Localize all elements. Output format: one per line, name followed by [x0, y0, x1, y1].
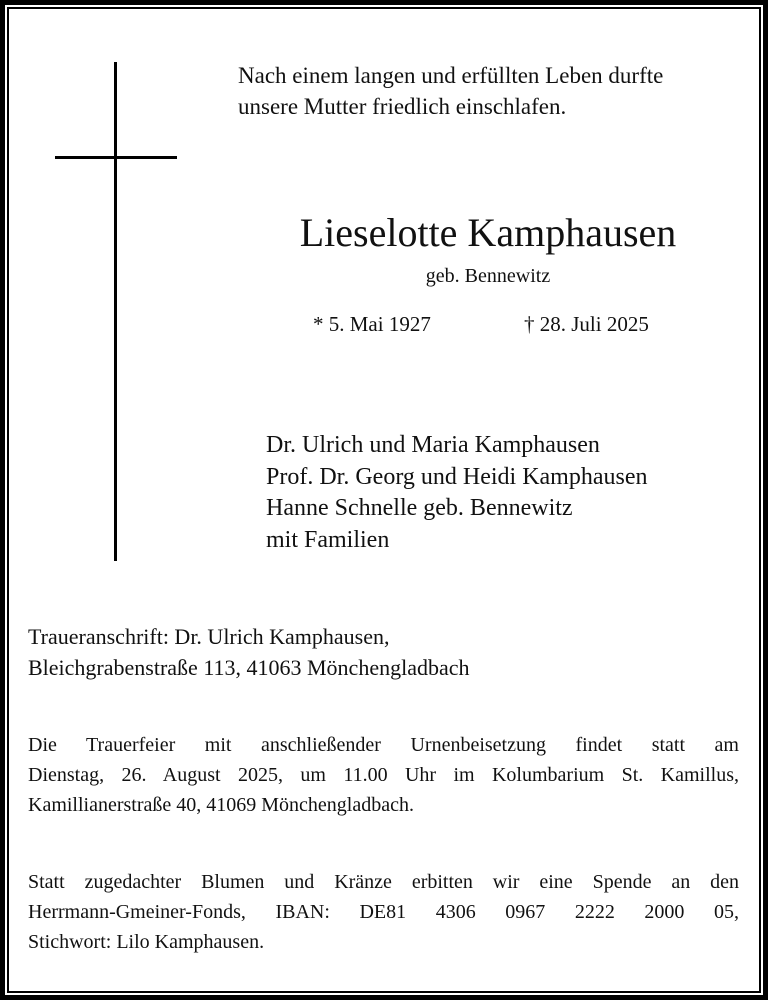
intro-line: unsere Mutter friedlich einschlafen.	[238, 94, 567, 119]
funeral-line: Dienstag, 26. August 2025, um 11.00 Uhr im Kolumbarium St. Kamillus,	[28, 764, 739, 786]
address-line: Bleichgrabenstraße 113, 41063 Mönchengladbach	[28, 655, 470, 680]
maiden-name: geb. Bennewitz	[425, 265, 551, 287]
funeral-info	[28, 730, 739, 820]
donation-info	[28, 867, 739, 957]
death-date: † 28. Juli 2025	[524, 312, 649, 336]
mourner-line: mit Familien	[266, 526, 390, 553]
donation-line: Statt zugedachter Blumen und Kränze erbitten wir eine Spende an den	[28, 871, 739, 893]
deceased-name: Lieselotte Kamphausen	[299, 210, 677, 255]
intro-text	[238, 60, 663, 122]
address-line: Traueranschrift: Dr. Ulrich Kamphausen,	[28, 624, 390, 649]
funeral-line: Die Trauerfeier mit anschließender Urnenbeisetzung findet statt am	[28, 734, 739, 756]
cross-horizontal-bar	[55, 156, 177, 159]
mourners-list	[266, 430, 648, 556]
donation-line: Stichwort: Lilo Kamphausen.	[28, 931, 265, 953]
intro-line: Nach einem langen und erfüllten Leben durfte	[238, 63, 664, 88]
mourner-line: Prof. Dr. Georg und Heidi Kamphausen	[266, 463, 648, 490]
donation-line: Herrmann-Gmeiner-Fonds, IBAN: DE81 4306 0967 2222 2000 05,	[28, 901, 739, 923]
mourner-line: Hanne Schnelle geb. Bennewitz	[266, 495, 573, 521]
mourning-address	[28, 621, 470, 683]
birth-date: * 5. Mai 1927	[313, 312, 431, 336]
funeral-line: Kamillianerstraße 40, 41069 Mönchengladbach.	[28, 794, 414, 816]
mourner-line: Dr. Ulrich und Maria Kamphausen	[266, 432, 600, 458]
cross-vertical-bar	[114, 62, 117, 561]
